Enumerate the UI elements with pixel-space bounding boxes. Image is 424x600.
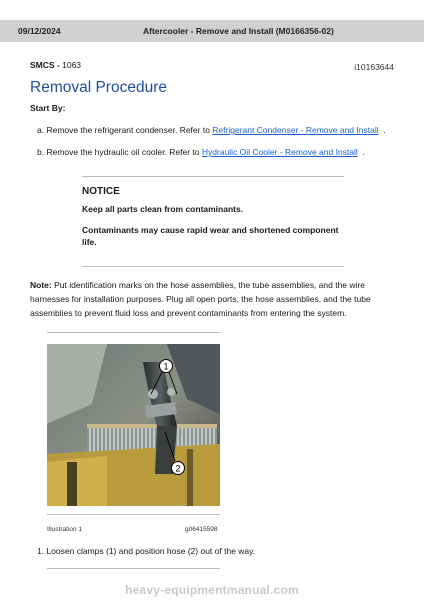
- step-rule: [47, 568, 220, 569]
- refrigerant-condenser-link[interactable]: Refrigerant Condenser - Remove and Install: [212, 125, 379, 135]
- illustration-bottom-rule: [47, 514, 220, 515]
- step-a-suffix: .: [383, 125, 386, 135]
- illustration-label: Illustration 1: [47, 526, 83, 533]
- smcs-label: SMCS -: [30, 60, 60, 70]
- watermark-text: heavy-equipmentmanual.com: [125, 583, 299, 597]
- step-b-suffix: .: [362, 147, 365, 157]
- notice-bottom-rule: [82, 266, 344, 267]
- notice-text-2: Contaminants may cause rapid wear and shortened component life.: [82, 225, 339, 247]
- smcs-value: 1063: [62, 60, 82, 70]
- callout-2: 2: [175, 463, 181, 474]
- illustration-top-rule: [47, 332, 220, 333]
- smcs-code: [30, 60, 81, 70]
- illustration-id: g06415598: [185, 526, 218, 533]
- start-by-heading: Start By:: [30, 103, 66, 113]
- note-paragraph: [30, 278, 396, 320]
- step-a-text: a. Remove the refrigerant condenser. Refer to: [37, 125, 213, 135]
- header-title: Aftercooler - Remove and Install (M0166356-02): [143, 26, 334, 36]
- illustration-photo: [47, 344, 220, 506]
- hydraulic-oil-cooler-link[interactable]: Hydraulic Oil Cooler - Remove and Install: [201, 147, 358, 157]
- procedure-title: Removal Procedure: [30, 79, 167, 96]
- start-step-a: [37, 125, 386, 135]
- callout-1: 1: [163, 361, 169, 372]
- note-text: Put identification marks on the hose assemblies, the tube assemblies, and the wire harnesses for installation purposes. Plug all open ports, the hose assemblies, and the tube assemblies to prevent fluid loss and prevent contaminants from entering the system.: [30, 280, 371, 318]
- note-label: Note:: [30, 280, 52, 290]
- notice-text-1: Keep all parts clean from contaminants.: [82, 204, 244, 214]
- header-date: 09/12/2024: [18, 26, 61, 36]
- start-step-b: [37, 147, 365, 157]
- notice-top-rule: [82, 176, 344, 177]
- document-id: i10163644: [354, 62, 394, 72]
- step-b-text: b. Remove the hydraulic oil cooler. Refer to: [37, 147, 202, 157]
- page-header: [0, 20, 424, 42]
- removal-step-1: 1. Loosen clamps (1) and position hose (2) out of the way.: [37, 546, 256, 556]
- notice-title: NOTICE: [82, 186, 120, 197]
